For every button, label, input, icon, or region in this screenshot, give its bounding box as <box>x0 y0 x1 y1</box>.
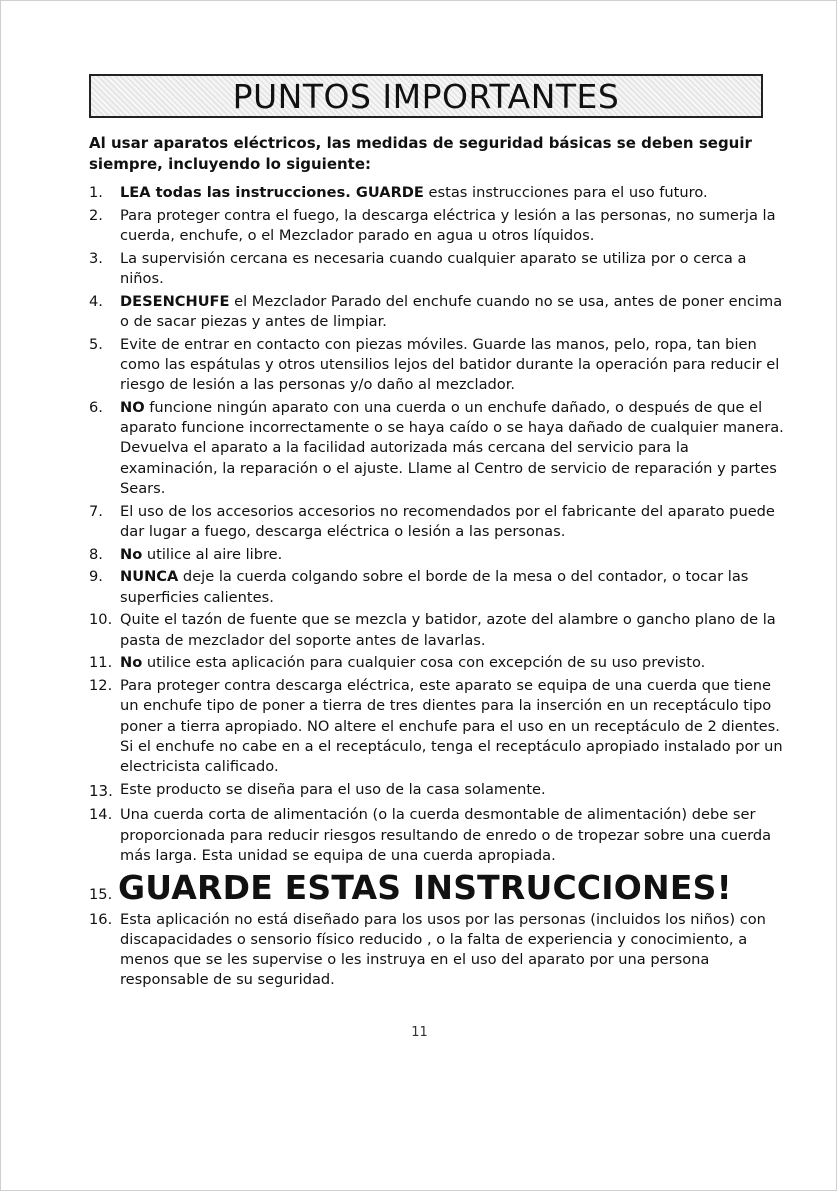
rule-body: utilice al aire libre. <box>142 545 283 563</box>
rule-number: 6. <box>89 399 103 416</box>
rule-number: 10. <box>89 611 113 629</box>
intro-text: Al usar aparatos eléctricos, las medidas de seguridad básicas se deben seguir siempre, incluyendo lo siguiente: <box>89 134 752 173</box>
rule-text <box>120 183 785 203</box>
rule-number: 16. <box>89 910 113 928</box>
rule-text <box>120 610 785 650</box>
rule-number: 12. <box>89 677 113 695</box>
rule-body: Evite de entrar en contacto con piezas móviles. Guarde las manos, pelo, ropa, tan bien como las espátulas y otros utensilios lejos del batidor durante la operación para reducir el riesgo de lesión a las personas y/o daño al mezclador. <box>120 335 780 394</box>
rule-body: Para proteger contra el fuego, la descarga eléctrica y lesión a las personas, no sumerja la cuerda, enchufe, o el Mezclador parado en agua u otros líquidos. <box>120 206 776 244</box>
rule-text <box>120 398 785 499</box>
rule-item <box>89 502 785 542</box>
rule-item <box>89 567 785 607</box>
rule-item <box>89 805 785 866</box>
rule-body: deje la cuerda colgando sobre el borde de la mesa o del contador, o tocar las superficies calientes. <box>120 568 749 606</box>
save-instructions-heading <box>118 869 785 907</box>
rule-body: Para proteger contra descarga eléctrica, este aparato se equipa de una cuerda que tiene un enchufe tipo de poner a tierra de tres dientes para la inserción en un receptáculo tipo poner a tierra apropiado. NO altere el enchufe para el uso en un receptáculo de 2 dientes. Si el enchufe no cabe en a el receptáculo, tenga el receptáculo apropiado instalado por un electricista calificado. <box>120 677 783 776</box>
rule-keyword: LEA todas las instrucciones. GUARDE <box>120 184 424 201</box>
rule-text <box>120 676 785 777</box>
rule-number: 13. <box>89 781 113 800</box>
rule-text <box>120 292 785 332</box>
rule-number: 11. <box>89 654 113 672</box>
rule-number: 5. <box>89 335 103 353</box>
rule-text <box>120 567 785 607</box>
rule-body: Este producto se diseña para el uso de la casa solamente. <box>120 780 546 798</box>
rule-body: el Mezclador Parado del enchufe cuando no se usa, antes de poner encima o de sacar piezas y antes de limpiar. <box>120 292 783 330</box>
rule-item <box>89 653 785 673</box>
rule-keyword: No <box>120 654 143 672</box>
rule-text <box>120 335 785 396</box>
rule-text <box>120 502 785 542</box>
rule-body: GUARDE ESTAS INSTRUCCIONES! <box>118 868 732 908</box>
rule-item <box>89 869 785 907</box>
page-number: 11 <box>411 1025 428 1040</box>
rule-text <box>120 805 785 866</box>
rule-item <box>89 398 785 499</box>
rule-keyword: DESENCHUFE <box>120 292 230 310</box>
rule-body: El uso de los accesorios accesorios no recomendados por el fabricante del aparato puede dar lugar a fuego, descarga eléctrica o lesión a las personas. <box>120 502 775 540</box>
rule-item <box>89 292 785 332</box>
rule-text <box>120 653 785 673</box>
rule-item <box>89 545 785 565</box>
rule-text <box>120 249 785 289</box>
rule-item <box>89 249 785 289</box>
rule-body: La supervisión cercana es necesaria cuando cualquier aparato se utiliza por o cerca a niños. <box>120 249 747 287</box>
rule-item <box>89 206 785 246</box>
rule-keyword: No <box>120 545 143 563</box>
rule-item <box>89 610 785 650</box>
rule-text <box>120 910 785 991</box>
rule-body: estas instrucciones para el uso futuro. <box>423 184 708 201</box>
rule-item <box>89 183 785 203</box>
rule-number: 8. <box>89 545 103 563</box>
rule-keyword: NO <box>120 399 145 416</box>
rule-text <box>120 206 785 246</box>
rule-number: 4. <box>89 292 103 310</box>
rule-body: utilice esta aplicación para cualquier cosa con excepción de su uso previsto. <box>142 654 706 672</box>
section-banner <box>89 74 763 118</box>
rule-text <box>120 545 785 565</box>
rule-number: 2. <box>89 206 103 224</box>
rule-body: Esta aplicación no está diseñado para los usos por las personas (incluidos los niños) con discapacidades o sensorio físico reducido , o la falta de experiencia y conocimiento, a menos que se les supervise o les instruya en el uso del aparato por una persona responsable de su seguridad. <box>120 910 766 989</box>
rule-text <box>120 780 785 803</box>
rule-item <box>89 335 785 396</box>
safety-rules-list <box>89 183 785 993</box>
rule-item <box>89 910 785 991</box>
rule-number: 15. <box>89 886 113 904</box>
rule-body: Una cuerda corta de alimentación (o la cuerda desmontable de alimentación) debe ser proporcionada para reducir riesgos resultando de enredo o de tropezar sobre una cuerda más larga. Esta unidad se equipa de una cuerda apropiada. <box>120 806 772 864</box>
rule-body: Quite el tazón de fuente que se mezcla y batidor, azote del alambre o gancho plano de la pasta de mezclador del soporte antes de lavarlas. <box>120 611 776 649</box>
rule-item <box>89 676 785 777</box>
rule-keyword: NUNCA <box>120 568 179 586</box>
rule-number: 3. <box>89 249 103 267</box>
rule-number: 9. <box>89 568 103 586</box>
rule-body: funcione ningún aparato con una cuerda o un enchufe dañado, o después de que el aparato funcione incorrectamente o se haya caído o se haya dañado de cualquier manera. Devuelva el aparato a la facilidad autorizada más cercana del servicio para la examinación, la reparación o el ajuste. Llame al Centro de servicio de reparación y partes Sears. <box>120 399 784 497</box>
rule-item <box>89 780 785 803</box>
rule-number: 14. <box>89 806 113 824</box>
rule-number: 1. <box>89 184 103 201</box>
rule-number: 7. <box>89 502 103 520</box>
banner-title: PUNTOS IMPORTANTES <box>232 76 620 116</box>
